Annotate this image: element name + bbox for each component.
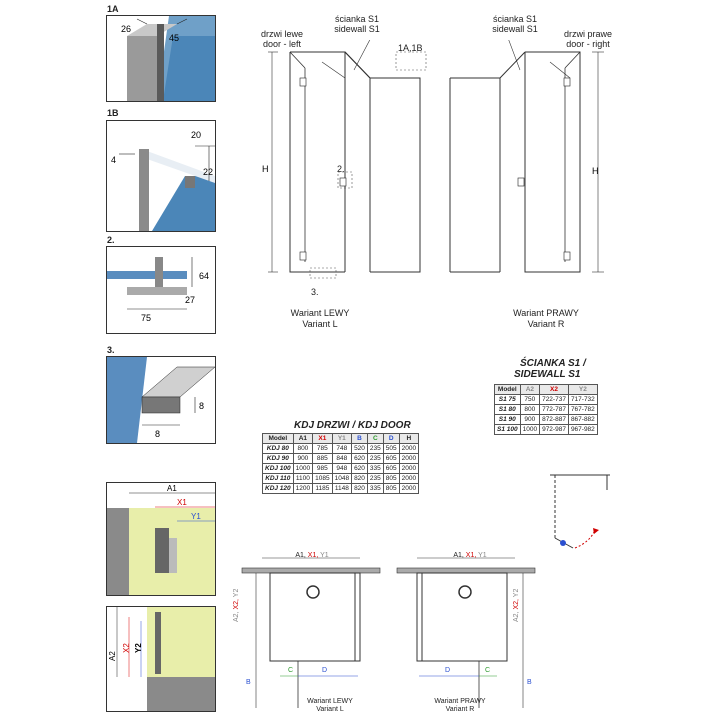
door-cell: 785 — [313, 444, 332, 454]
door-table — [262, 433, 419, 494]
dim-75: 75 — [141, 313, 152, 323]
plan-right-top-a1: A1, — [453, 552, 464, 559]
elev-left-wall-en: sidewall S1 — [334, 24, 380, 34]
door-row — [263, 464, 419, 474]
plan-left-side-x2: X2, — [233, 599, 240, 612]
door-cell: KDJ 80 — [263, 444, 294, 454]
plan-right — [395, 548, 545, 718]
detail-1a-panel — [106, 15, 216, 102]
sw-cell: S1 80 — [495, 405, 521, 415]
elev-right-door-en: door - right — [566, 39, 610, 49]
door-header-c: C — [367, 434, 383, 444]
sw-cell: S1 90 — [495, 415, 521, 425]
door-cell: KDJ 100 — [263, 464, 294, 474]
door-cell: 820 — [352, 484, 368, 494]
detail-plan-side-drawing — [107, 607, 215, 711]
plan-left-side-a2: A2, — [233, 611, 240, 622]
door-cell: 235 — [367, 454, 383, 464]
plan-right-variant-en: Variant R — [445, 706, 475, 713]
plan-left-d: D — [322, 667, 328, 674]
door-header-b: B — [352, 434, 368, 444]
door-header-h: H — [399, 434, 418, 444]
door-cell: KDJ 120 — [263, 484, 294, 494]
door-cell: 1000 — [293, 464, 312, 474]
door-cell: 620 — [352, 464, 368, 474]
plan-left — [240, 548, 390, 718]
sw-cell: 900 — [520, 415, 539, 425]
plan-right-side-x2: X2, — [513, 599, 520, 612]
door-row — [263, 444, 419, 454]
door-header-y1: Y1 — [332, 434, 351, 444]
plan-right-c: C — [485, 667, 491, 674]
door-cell: 335 — [367, 484, 383, 494]
door-cell: 520 — [352, 444, 368, 454]
plan-top-a1: A1 — [167, 484, 177, 493]
dim-22: 22 — [203, 167, 214, 177]
plan-left-top-x1: X1, — [305, 552, 319, 559]
door-row — [263, 454, 419, 464]
door-header-a1: A1 — [293, 434, 312, 444]
door-cell: KDJ 90 — [263, 454, 294, 464]
detail-plan-side-panel — [106, 606, 216, 712]
plan-left-b: B — [246, 679, 251, 686]
sw-row — [495, 395, 598, 405]
door-cell: 805 — [383, 484, 399, 494]
door-cell: 235 — [367, 474, 383, 484]
plan-left-side-y2: Y2 — [233, 588, 240, 600]
elev-left-h: H — [262, 164, 269, 174]
door-cell: 1185 — [313, 484, 332, 494]
detail-1b-drawing — [107, 121, 215, 231]
plan-right-top-x1: X1, — [463, 552, 477, 559]
elev-left-variant-en: Variant L — [302, 319, 338, 329]
door-cell: 235 — [367, 444, 383, 454]
sw-cell: 972-987 — [540, 425, 569, 435]
sw-header-y2: Y2 — [568, 385, 597, 395]
sw-cell: S1 75 — [495, 395, 521, 405]
elev-right-door-pl: drzwi prawe — [563, 29, 612, 39]
door-cell: 1085 — [313, 474, 332, 484]
elev-right-wall-pl: ścianka S1 — [492, 14, 538, 24]
detail-plan-top-drawing — [107, 483, 215, 595]
sidewall-table-title-1: ŚCIANKA S1 / — [520, 358, 586, 369]
sw-cell: 967-982 — [568, 425, 597, 435]
plan-right-top-y1: Y1 — [476, 552, 487, 559]
door-cell: 800 — [293, 444, 312, 454]
plan-right-side-dims — [512, 589, 522, 622]
door-cell: 748 — [332, 444, 351, 454]
door-header-model: Model — [263, 434, 294, 444]
callout-1a1b: 1A,1B — [398, 43, 423, 53]
sw-cell: 772-787 — [540, 405, 569, 415]
plan-side-y2: Y2 — [134, 643, 143, 653]
detail-plan-top-panel — [106, 482, 216, 596]
door-cell: 505 — [383, 444, 399, 454]
plan-top-y1: Y1 — [191, 512, 201, 521]
sidewall-table-title-2: SIDEWALL S1 — [514, 369, 581, 380]
detail-2-panel — [106, 246, 216, 334]
door-cell: 620 — [352, 454, 368, 464]
door-cell: 2000 — [399, 474, 418, 484]
door-cell: 2000 — [399, 464, 418, 474]
plan-right-variant-pl: Wariant PRAWY — [434, 698, 486, 705]
elevation-right — [440, 40, 620, 305]
door-cell: 335 — [367, 464, 383, 474]
dim-20: 20 — [191, 130, 202, 140]
plan-right-d: D — [445, 667, 451, 674]
sw-header-a2: A2 — [520, 385, 539, 395]
detail-2-label: 2. — [107, 235, 115, 245]
plan-right-b: B — [527, 679, 532, 686]
sw-row — [495, 415, 598, 425]
door-cell: 2000 — [399, 444, 418, 454]
plan-left-side-dims — [232, 589, 242, 622]
dim-4: 4 — [111, 155, 117, 165]
elev-left-door-en: door - left — [262, 39, 302, 49]
door-cell: 1148 — [332, 484, 351, 494]
sw-header-model: Model — [495, 385, 521, 395]
plan-left-c: C — [288, 667, 294, 674]
door-cell: 848 — [332, 454, 351, 464]
dim-27: 27 — [185, 295, 196, 305]
sw-cell: 750 — [520, 395, 539, 405]
plan-right-side-a2: A2, — [513, 611, 520, 622]
callout-2: 2. — [337, 164, 345, 174]
door-row — [263, 474, 419, 484]
door-cell: 805 — [383, 474, 399, 484]
dim-26: 26 — [121, 24, 132, 34]
plan-right-side-y2: Y2 — [513, 588, 520, 600]
door-cell: 605 — [383, 464, 399, 474]
door-cell: 2000 — [399, 454, 418, 464]
sw-cell: 722-737 — [540, 395, 569, 405]
door-cell: 900 — [293, 454, 312, 464]
sw-row — [495, 405, 598, 415]
detail-1b-label: 1B — [107, 108, 119, 118]
door-cell: 1200 — [293, 484, 312, 494]
detail-3-label: 3. — [107, 345, 115, 355]
detail-3-drawing — [107, 357, 215, 443]
sw-row — [495, 425, 598, 435]
elev-right-variant-en: Variant R — [527, 319, 565, 329]
elev-right-h: H — [592, 166, 599, 176]
door-cell: 885 — [313, 454, 332, 464]
plan-left-variant-pl: Wariant LEWY — [307, 698, 353, 705]
detail-1a-label: 1A — [107, 4, 119, 14]
plan-left-top-a1: A1, — [295, 552, 306, 559]
plan-side-x2: X2 — [122, 643, 131, 653]
plan-left-top-y1: Y1 — [318, 552, 329, 559]
callout-3: 3. — [311, 287, 319, 297]
dim-8a: 8 — [199, 401, 205, 411]
elev-left-wall-pl: ścianka S1 — [334, 14, 380, 24]
elev-left-door-pl: drzwi lewe — [260, 29, 303, 39]
door-cell: 605 — [383, 454, 399, 464]
detail-2-drawing — [107, 247, 215, 333]
dim-45: 45 — [169, 33, 180, 43]
sw-cell: 800 — [520, 405, 539, 415]
door-cell: 2000 — [399, 484, 418, 494]
sw-cell: 1000 — [520, 425, 539, 435]
detail-1b-panel — [106, 120, 216, 232]
plan-left-variant-en: Variant L — [316, 706, 344, 713]
sw-cell: 767-782 — [568, 405, 597, 415]
dim-8b: 8 — [155, 429, 161, 439]
elev-right-variant-pl: Wariant PRAWY — [513, 308, 579, 318]
door-row — [263, 484, 419, 494]
plan-top-x1: X1 — [177, 498, 187, 507]
sw-cell: 872-887 — [540, 415, 569, 425]
dim-64: 64 — [199, 271, 210, 281]
plan-right-top-dims — [430, 551, 510, 561]
elev-right-wall-en: sidewall S1 — [492, 24, 538, 34]
sw-cell: 717-732 — [568, 395, 597, 405]
door-cell: 948 — [332, 464, 351, 474]
elev-left-variant-pl: Wariant LEWY — [290, 308, 350, 318]
sidewall-table — [494, 384, 598, 435]
sw-header-x2: X2 — [540, 385, 569, 395]
door-cell: 820 — [352, 474, 368, 484]
detail-1a-drawing — [107, 16, 215, 101]
sw-cell: 867-882 — [568, 415, 597, 425]
sw-cell: S1 100 — [495, 425, 521, 435]
door-cell: KDJ 110 — [263, 474, 294, 484]
door-cell: 1100 — [293, 474, 312, 484]
door-header-d: D — [383, 434, 399, 444]
door-table-title: KDJ DRZWI / KDJ DOOR — [294, 420, 411, 431]
door-swing-diagram — [545, 470, 615, 560]
detail-3-panel — [106, 356, 216, 444]
door-cell: 985 — [313, 464, 332, 474]
door-header-x1: X1 — [313, 434, 332, 444]
plan-side-a2: A2 — [108, 651, 117, 661]
plan-left-top-dims — [272, 551, 352, 561]
door-cell: 1048 — [332, 474, 351, 484]
